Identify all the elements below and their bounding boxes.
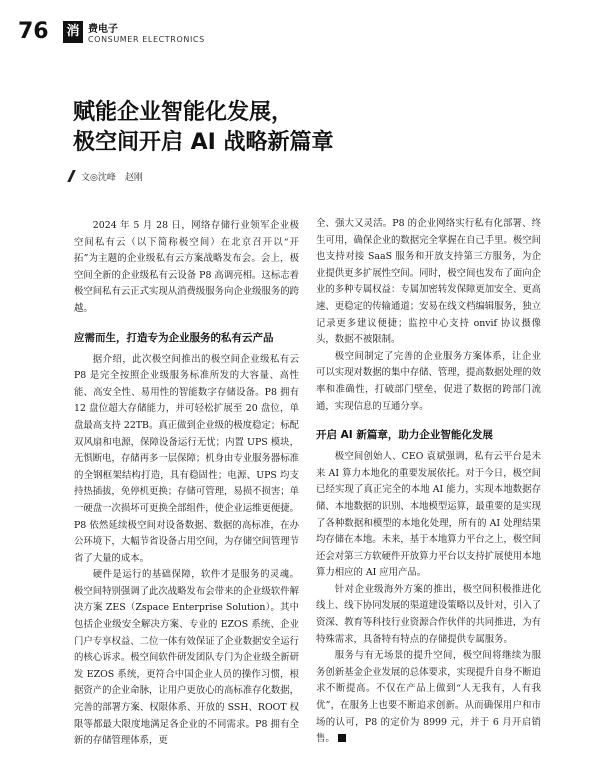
pen-icon — [67, 170, 76, 182]
paragraph: 针对企业级海外方案的推出，极空间积极推进化线上、线下协同发展的渠道建设策略以及针对，引入了资深、教育等科技行业资源合作伙伴的共同推进，为有特殊需求，具备特有特点的存储提供专属服务。 — [316, 583, 542, 645]
section-heading: 应需而生，打造专为企业服务的私有云产品 — [74, 331, 274, 344]
article-byline — [70, 170, 143, 183]
article-title-line-1: 赋能企业智能化发展， — [73, 100, 294, 125]
paragraph — [316, 648, 541, 748]
page-header — [18, 15, 582, 49]
article-title — [73, 98, 334, 158]
paragraph: 极空间制定了完善的企业服务方案体系，让企业可以实现对数据的集中存储、管理，提高数据处理的效率和准确性，打破部门壁垒，促进了数据的跨部门流通，实现信息的互通分享。 — [316, 350, 542, 412]
right-column — [316, 216, 541, 748]
magazine-logo-icon: 消 — [63, 21, 83, 43]
paragraph: 极空间创始人、CEO 袁斌强调，私有云平台是未来 AI 算力本地化的重要发展依托。对于今日，极空间已经实现了真正完全的本地 AI 能力，实现本地数据存储、本地数据的识别、本地模型运算，最重要的是实现了各种数据和模型的本地化处理，所有的 AI 处理结果均存储在本地。未来，基于本地算力平台之上，极空间还会对第三方软硬件开放算力平台以支持扩展使用本地算力相应的 AI 应用产品。 — [316, 451, 542, 579]
page-number: 76 — [18, 19, 49, 44]
magazine-name-en: CONSUMER ELECTRONICS — [88, 35, 205, 44]
magazine-name-cn: 费电子 — [88, 24, 118, 35]
left-column — [74, 218, 299, 750]
section-heading: 开启 AI 新篇章，助力企业智能化发展 — [316, 429, 493, 442]
paragraph: 2024 年 5 月 28 日，网络存储行业领军企业极空间私有云（以下简称极空间）在北京召开以“开拓”为主题的企业级私有云方案战略发布会。会上，极空间全新的企业级私有云设备 P8 高调亮相。这标志着极空间私有云正式实现从消费级服务向企业级服务的跨越。 — [74, 220, 300, 314]
paragraph: 硬件是运行的基础保障，软件才是服务的灵魂。极空间特别强调了此次战略发布会带来的企业级软件解决方案 ZES（Zspace Enterprise Solution）。其中包括企业级安全解决方案、专业的 EZOS 系统、企业门户专享权益、二位一体有效保证了企业数据安全运行的核心诉求。极空间软件研发团队专门为企业级全新研发 EZOS 系统，更符合中国企业人员的操作习惯，根据资产的企业命脉，让用户更放心的高标准存化数据，完善的部署方案、权限体系、开放的 SSH、ROOT 权限等都最大限度地满足各企业的不同需求。P8 拥有全新的存储管理体系，更 — [74, 569, 300, 747]
closing-paragraph-text: 服务与有无场景的提升空间，极空间将继续为服务创新基金企业发展的总体要求，实现提升自身不断追求不断提高。不仅在产品上做到“人无我有，人有我优”，在服务上也要不断追求创新。从而确保用户和市场的认可，P8 的定价为 8999 元，并于 6 月开启销售。 — [316, 650, 542, 745]
paragraph: 据介绍，此次极空间推出的极空间企业级私有云 P8 是完全按照企业级服务标准所发的大容量、高性能、高安全性、易用性的智能数字存储设备。P8 拥有 12 盘位超大存储能力，并可轻松扩展至 20 盘位，单盘最高支持 22TB。真正做到企业级的极度稳定；标配双风扇和电源，保障设备运行无忧；内置 UPS 模块，无惧断电，存储再多一层保障；机身由专业服务器标准的全钢框架结构打造，具有稳固性；电源、UPS 均支持热插拔，免停机更换；存储可管理，易损不损害；单一硬盘一次损坏可更换全部组件，使企业运维更便捷。P8 依然延续极空间对设备数据、数据的高标准，在办公环境下，大幅节省设备占用空间，为存储空间管理节省了大量的成本。 — [74, 353, 300, 564]
byline-text: 文◎沈峰 赵刚 — [81, 173, 143, 183]
end-mark-icon — [338, 734, 346, 742]
paragraph: 全、强大又灵活。P8 的企业网络实行私有化部署、终生可用，确保企业的数据完全掌握在自己手里。极空间也支持对接 SaaS 服务和开放支持第三方服务，为企业提供更多扩展性空间。同时，极空间也发布了面向企业的多种专属权益：专属加密转发保障更加安全、更高速、更稳定的传输通道；安易在线文档编辑服务，独立记录更多建议便捷；监控中心支持 onvif 协议摄像头，数据不被限制。 — [316, 218, 542, 346]
article-title-line-2: 极空间开启 AI 战略新篇章 — [73, 130, 334, 155]
